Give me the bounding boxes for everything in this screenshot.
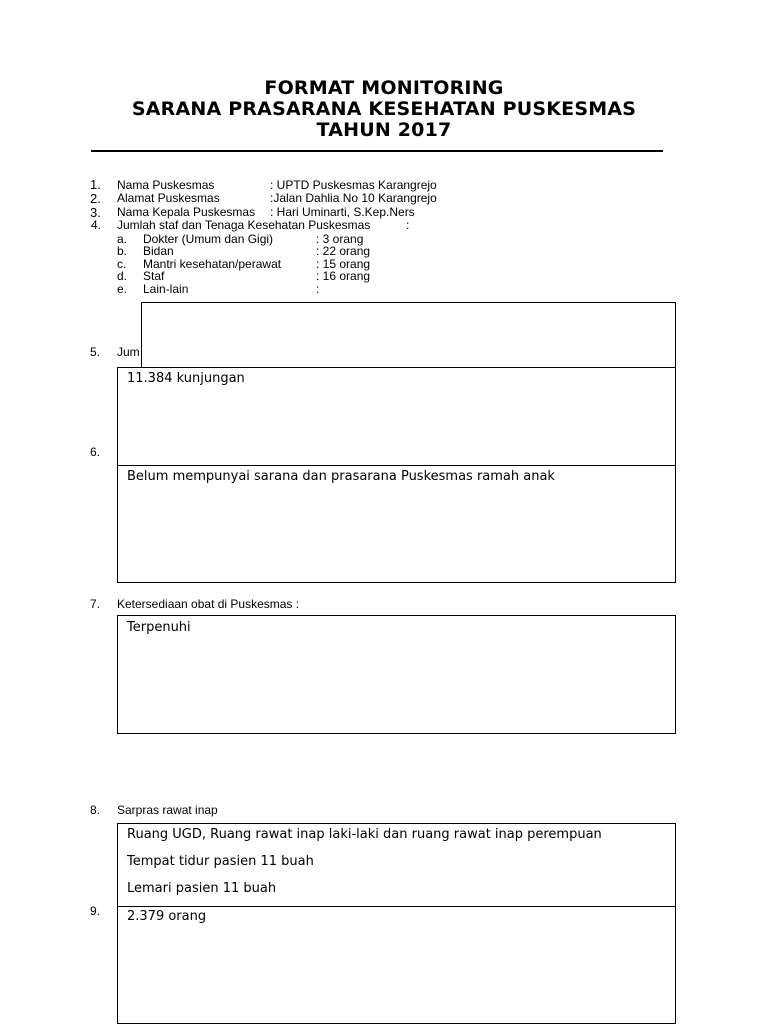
staff-e-label: Lain-lain xyxy=(143,282,189,296)
inpatient-line-2: Tempat tidur pasien 11 buah xyxy=(127,854,314,869)
item-2-label: Alamat Puskesmas xyxy=(117,191,220,205)
item-3-number: 3. xyxy=(90,205,101,220)
child-friendly-box xyxy=(117,465,676,583)
item-9-number: 9. xyxy=(90,904,101,918)
staff-c-letter: c. xyxy=(117,257,127,271)
item-8-label: Sarpras rawat inap xyxy=(117,803,218,817)
item-3-label: Nama Kepala Puskesmas xyxy=(117,205,256,219)
item-4-value: : xyxy=(406,218,410,232)
staff-a-value: : 3 orang xyxy=(316,232,364,246)
title-line-2: SARANA PRASARANA KESEHATAN PUSKESMAS xyxy=(131,98,637,120)
item-5-label-partial: Jum xyxy=(117,345,140,359)
item-3-value: : Hari Uminarti, S.Kep.Ners xyxy=(270,205,415,219)
staff-e-letter: e. xyxy=(117,282,128,296)
item-2-value: :Jalan Dahlia No 10 Karangrejo xyxy=(270,191,437,205)
item-4-number: 4. xyxy=(91,218,102,232)
visits-box xyxy=(117,367,676,466)
people-box xyxy=(117,906,676,1024)
inpatient-box xyxy=(117,823,676,907)
staff-e-value: : xyxy=(316,282,320,296)
staff-c-value: : 15 orang xyxy=(316,257,371,271)
staff-d-letter: d. xyxy=(117,269,128,283)
item-6-number: 6. xyxy=(90,445,101,459)
medicine-box xyxy=(117,615,676,734)
staff-b-letter: b. xyxy=(117,244,128,258)
medicine-value: Terpenuhi xyxy=(127,620,191,635)
item-1-value: : UPTD Puskesmas Karangrejo xyxy=(270,178,437,192)
inpatient-line-3: Lemari pasien 11 buah xyxy=(127,881,277,896)
item-1-number: 1. xyxy=(90,177,101,192)
item-4-label: Jumlah staf dan Tenaga Kesehatan Puskesmas xyxy=(117,218,371,232)
staff-b-label: Bidan xyxy=(143,244,174,258)
staff-d-label: Staf xyxy=(143,269,165,283)
staff-d-value: : 16 orang xyxy=(316,269,371,283)
inpatient-line-1: Ruang UGD, Ruang rawat inap laki-laki dan ruang rawat inap perempuan xyxy=(127,827,602,842)
item-1-label: Nama Puskesmas xyxy=(117,178,215,192)
staff-c-label: Mantri kesehatan/perawat xyxy=(143,257,282,271)
item-7-label: Ketersediaan obat di Puskesmas : xyxy=(117,597,300,611)
title-underline xyxy=(91,150,663,152)
title-line-1: FORMAT MONITORING xyxy=(264,77,504,99)
item-5-number: 5. xyxy=(90,345,101,359)
child-friendly-value: Belum mempunyai sarana dan prasarana Puskesmas ramah anak xyxy=(127,469,555,484)
people-value: 2.379 orang xyxy=(127,909,207,924)
item-7-number: 7. xyxy=(90,597,101,611)
item-2-number: 2. xyxy=(90,191,101,206)
blank-box xyxy=(141,302,676,368)
staff-b-value: : 22 orang xyxy=(316,244,371,258)
staff-a-letter: a. xyxy=(117,232,128,246)
item-8-number: 8. xyxy=(90,803,101,817)
staff-a-label: Dokter (Umum dan Gigi) xyxy=(143,232,274,246)
title-line-3: TAHUN 2017 xyxy=(316,119,452,141)
visits-value: 11.384 kunjungan xyxy=(127,371,245,386)
